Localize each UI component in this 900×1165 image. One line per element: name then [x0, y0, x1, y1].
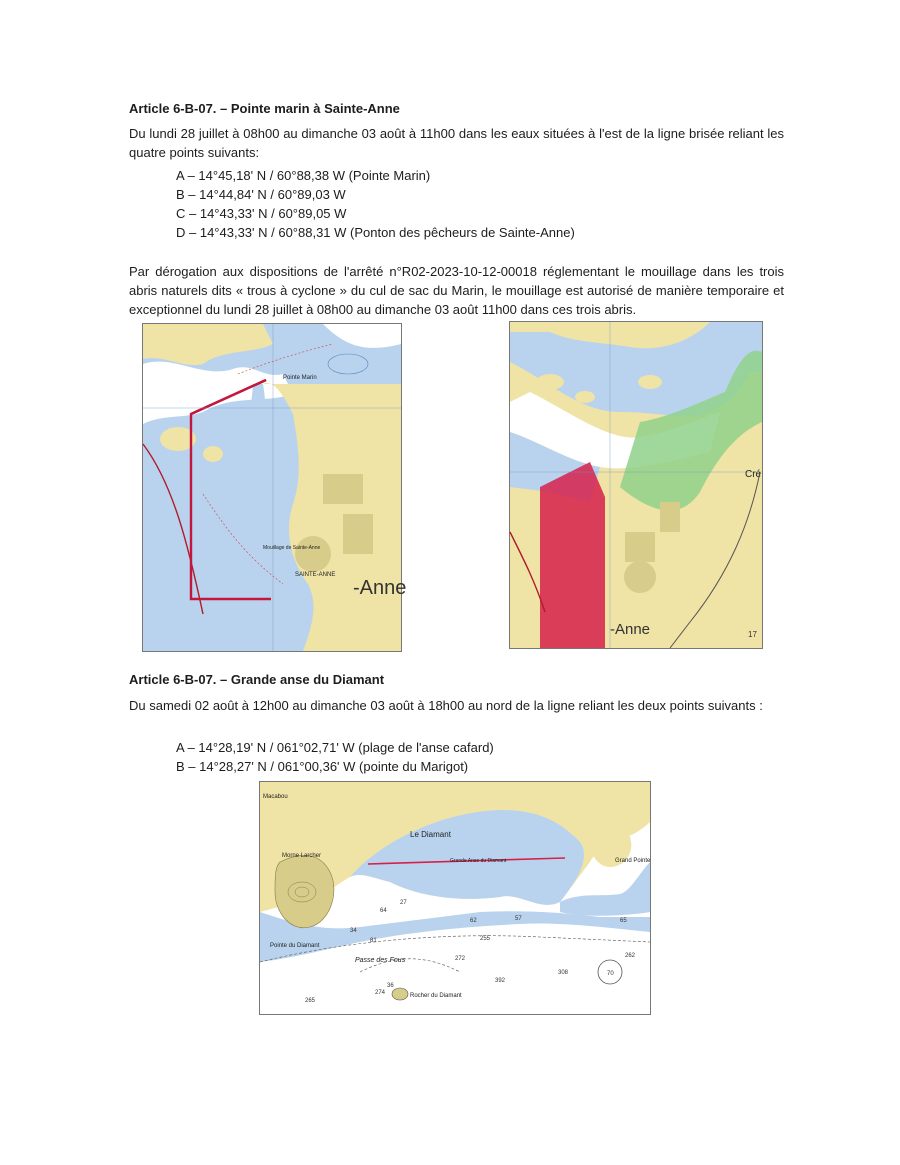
sounding: 65	[620, 918, 627, 924]
coordinate-point-b-diamant: B – 14°28,27' N / 061°00,36' W (pointe du Marigot)	[176, 759, 469, 774]
label-morne-larcher: Morne Larcher	[282, 853, 322, 859]
sounding: 57	[515, 916, 522, 922]
sounding: 62	[470, 918, 477, 924]
label-le-diamant: Le Diamant	[410, 830, 451, 839]
label-pointe-diamant: Pointe du Diamant	[270, 943, 320, 949]
coordinate-point-d: D – 14°43,33' N / 60°88,31 W (Ponton des pêcheurs de Sainte-Anne)	[176, 225, 575, 240]
article-intro-1: Du lundi 28 juillet à 08h00 au dimanche 03 août à 11h00 dans les eaux situées à l'est de la ligne brisée reliant les quatre points suivants:	[129, 126, 784, 160]
sounding: 27	[400, 900, 407, 906]
sounding: 392	[495, 978, 506, 984]
article-heading-1: Article 6-B-07. – Pointe marin à Sainte-Anne	[129, 101, 400, 116]
label-grande-anse: Grande Anse du Diamant	[450, 858, 507, 864]
label-num: 17	[748, 630, 757, 639]
sounding: 36	[387, 983, 394, 989]
sounding: 81	[370, 938, 377, 944]
label-rocher: Rocher du Diamant	[410, 993, 462, 999]
label-sainte-anne: SAINTE-ANNE	[295, 572, 336, 578]
coordinate-point-b: B – 14°44,84' N / 60°89,03 W	[176, 187, 346, 202]
derogation-paragraph: Par dérogation aux dispositions de l'arrêté n°R02-2023-10-12-00018 réglementant le mouillage dans les trois abris naturels dits « trous à cyclone » du cul de sac du Marin, le mouillage est autorisé de manière temporaire et exceptionnel du lundi 28 juillet à 08h00 au dimanche 03 août 11h00 dans ces trois abris.	[129, 264, 784, 317]
nautical-chart-cul-de-sac	[509, 321, 763, 649]
label-anne-big-2: -Anne	[610, 621, 651, 638]
label-cre: Cré	[745, 469, 762, 480]
nautical-chart-sainte-anne	[142, 323, 407, 652]
label-mouillage: Mouillage de Sainte-Anne	[263, 545, 321, 551]
article-heading-2: Article 6-B-07. – Grande anse du Diamant	[129, 672, 385, 687]
label-pointe-marin: Pointe Marin	[283, 375, 317, 381]
coordinate-point-c: C – 14°43,33' N / 60°89,05 W	[176, 206, 347, 221]
coordinate-point-a-diamant: A – 14°28,19' N / 061°02,71' W (plage de l'anse cafard)	[176, 740, 494, 755]
sounding: 262	[625, 953, 636, 959]
sounding: 64	[380, 908, 387, 914]
sounding: 34	[350, 928, 357, 934]
sounding: 272	[455, 956, 466, 962]
coordinate-point-a: A – 14°45,18' N / 60°88,38 W (Pointe Marin)	[176, 168, 431, 183]
label-anne-big: -Anne	[353, 577, 407, 599]
nautical-chart-diamant	[259, 781, 651, 1015]
sounding: 70	[607, 971, 614, 977]
label-grand-pointe: Grand Pointe	[615, 858, 651, 864]
article-intro-2: Du samedi 02 août à 12h00 au dimanche 03 août à 18h00 au nord de la ligne reliant les deux points suivants :	[129, 698, 763, 713]
sounding: 265	[305, 998, 316, 1004]
label-macabou: Macabou	[263, 794, 288, 800]
sounding: 274	[375, 990, 386, 996]
label-passe-fous: Passe des Fous	[355, 957, 406, 964]
sounding: 255	[480, 936, 491, 942]
sounding: 308	[558, 970, 569, 976]
